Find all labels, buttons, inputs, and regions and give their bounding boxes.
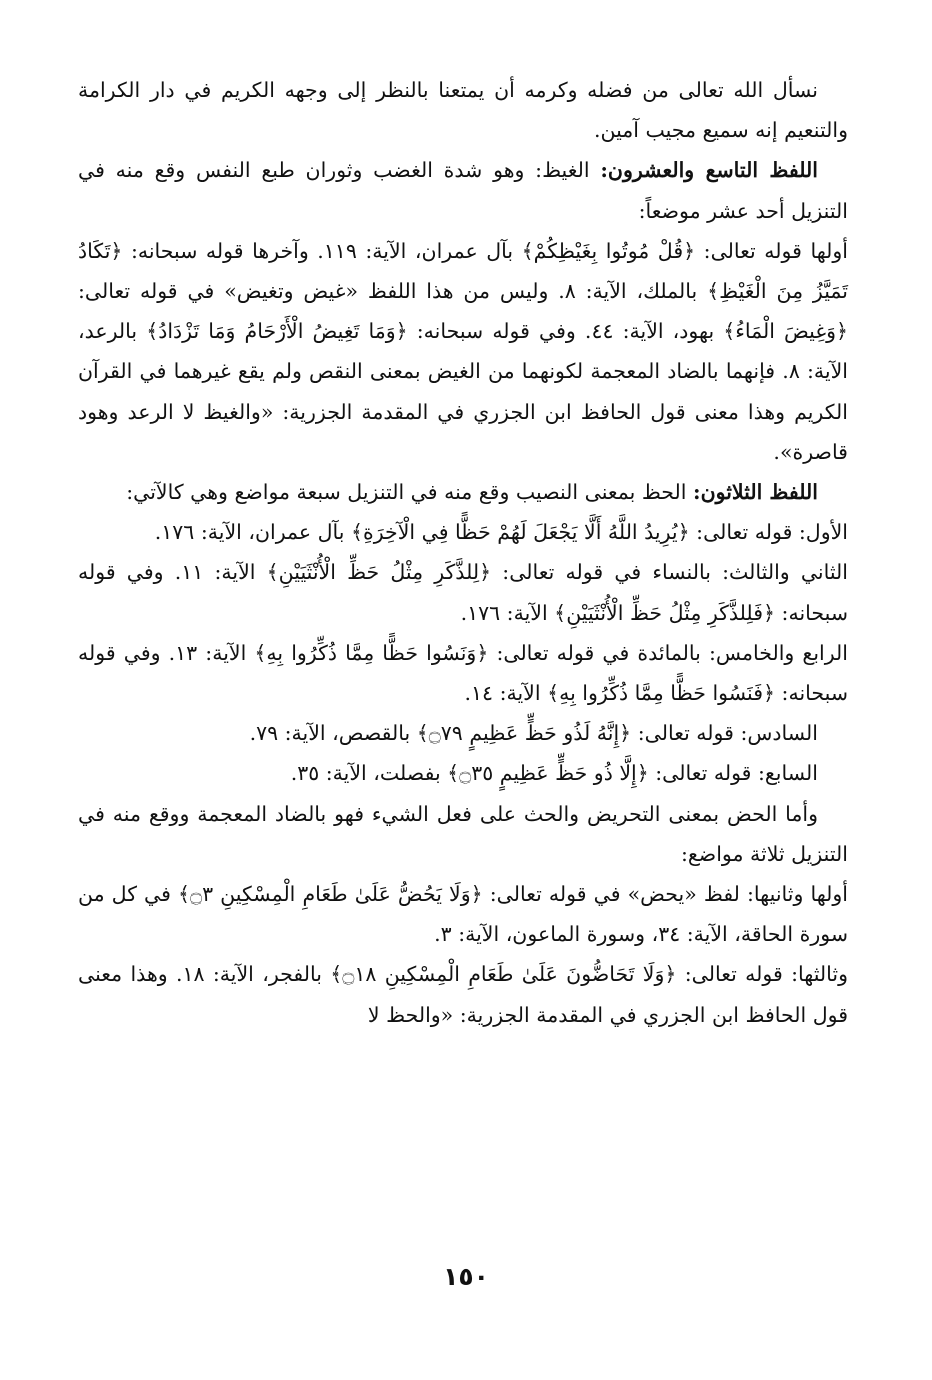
paragraph-text: الأول: قوله تعالى: ﴿يُرِيدُ اللَّهُ أَلَّا يَجْعَلَ لَهُمْ حَظًّا فِي الْآخِرَةِ﴾ بآل عمران، الآية: ١٧٦. <box>154 520 848 545</box>
paragraph-text: الثاني والثالث: بالنساء في قوله تعالى: ﴿لِلذَّكَرِ مِثْلُ حَظِّ الْأُنْثَيَيْنِ﴾ الآية: ١١. وفي قوله سبحانه: ﴿فَلِلذَّكَرِ مِثْلُ حَظِّ الْأُنْثَيَيْنِ﴾ الآية: ١٧٦. <box>78 560 849 625</box>
paragraph-seventh-occurrence <box>78 753 848 793</box>
paragraph-text: أولها قوله تعالى: ﴿قُلْ مُوتُوا بِغَيْظِكُمْ﴾ بآل عمران، الآية: ١١٩. وآخرها قوله سبحانه: ﴿تَكَادُ تَمَيَّزُ مِنَ الْغَيْظِ﴾ بالملك، الآية: ٨. وليس من هذا اللفظ «غيض وتغيض» في قوله تعالى: ﴿وَغِيضَ الْمَاءُ﴾ بهود، الآية: ٤٤. وفي قوله سبحانه: ﴿وَمَا تَغِيضُ الْأَرْحَامُ وَمَا تَزْدَادُ﴾ بالرعد، الآية: ٨. فإنهما بالضاد المعجمة لكونهما من الغيض بمعنى النقص ولم يقع غيرهما في القرآن الكريم وهذا معنى قول الحافظ ابن الجزري في المقدمة الجزرية: «والغيظ لا الرعد وهود قاصرة». <box>78 238 848 464</box>
paragraph-intro <box>78 70 848 150</box>
paragraph-text: السادس: قوله تعالى: ﴿إِنَّهُ لَذُو حَظٍّ عَظِيمٍ ۝٧٩﴾ بالقصص، الآية: ٧٩. <box>249 721 818 746</box>
paragraph-section-30 <box>78 472 848 512</box>
paragraph-text: وأما الحض بمعنى التحريض والحث على فعل الشيء فهو بالضاد المعجمة ووقع منه في التنزيل ثلاثة مواضع: <box>78 801 848 866</box>
paragraph-text: نسأل الله تعالى من فضله وكرمه أن يمتعنا بالنظر إلى وجهه الكريم في دار الكرامة والتنعيم إنه سميع مجيب آمين. <box>78 78 848 143</box>
section-heading: اللفظ الثلاثون: <box>693 480 818 505</box>
page-number: ١٥٠ <box>443 1262 489 1291</box>
paragraph-text: وثالثها: قوله تعالى: ﴿وَلَا تَحَاضُّونَ عَلَىٰ طَعَامِ الْمِسْكِينِ ۝١٨﴾ بالفجر، الآية: ١٨. وهذا معنى قول الحافظ ابن الجزري في المقدمة الجزرية: «والحظ لا <box>78 962 848 1027</box>
paragraph-hadd-third <box>78 954 848 1034</box>
paragraph-fourth-fifth-occurrence <box>78 633 848 713</box>
paragraph-text: الحظ بمعنى النصيب وقع منه في التنزيل سبعة مواضع وهي كالآتي: <box>126 480 694 505</box>
paragraph-second-third-occurrence <box>78 552 848 632</box>
page-body <box>78 70 848 1035</box>
paragraph-text: السابع: قوله تعالى: ﴿إِلَّا ذُو حَظٍّ عَظِيمٍ ۝٣٥﴾ بفصلت، الآية: ٣٥. <box>290 761 818 786</box>
paragraph-text: الغيظ: وهو شدة الغضب وثوران طبع النفس وقع منه في التنزيل أحد عشر موضعاً: <box>78 158 848 223</box>
paragraph-first-occurrence <box>78 512 848 552</box>
paragraph-text: أولها وثانيها: لفظ «يحض» في قوله تعالى: ﴿وَلَا يَحُضُّ عَلَىٰ طَعَامِ الْمِسْكِينِ ۝٣﴾ في كل من سورة الحاقة، الآية: ٣٤، وسورة الماعون، الآية: ٣. <box>78 882 849 947</box>
section-heading: اللفظ التاسع والعشرون: <box>600 158 818 183</box>
paragraph-ghayz-occurrences <box>78 231 848 472</box>
paragraph-hadd-first-second <box>78 874 848 954</box>
paragraph-sixth-occurrence <box>78 713 848 753</box>
paragraph-hadd-intro <box>78 794 848 874</box>
paragraph-text: الرابع والخامس: بالمائدة في قوله تعالى: ﴿وَنَسُوا حَظًّا مِمَّا ذُكِّرُوا بِهِ﴾ الآية: ١٣. وفي قوله سبحانه: ﴿فَنَسُوا حَظًّا مِمَّا ذُكِّرُوا بِهِ﴾ الآية: ١٤. <box>78 640 848 706</box>
paragraph-section-29 <box>78 150 848 230</box>
